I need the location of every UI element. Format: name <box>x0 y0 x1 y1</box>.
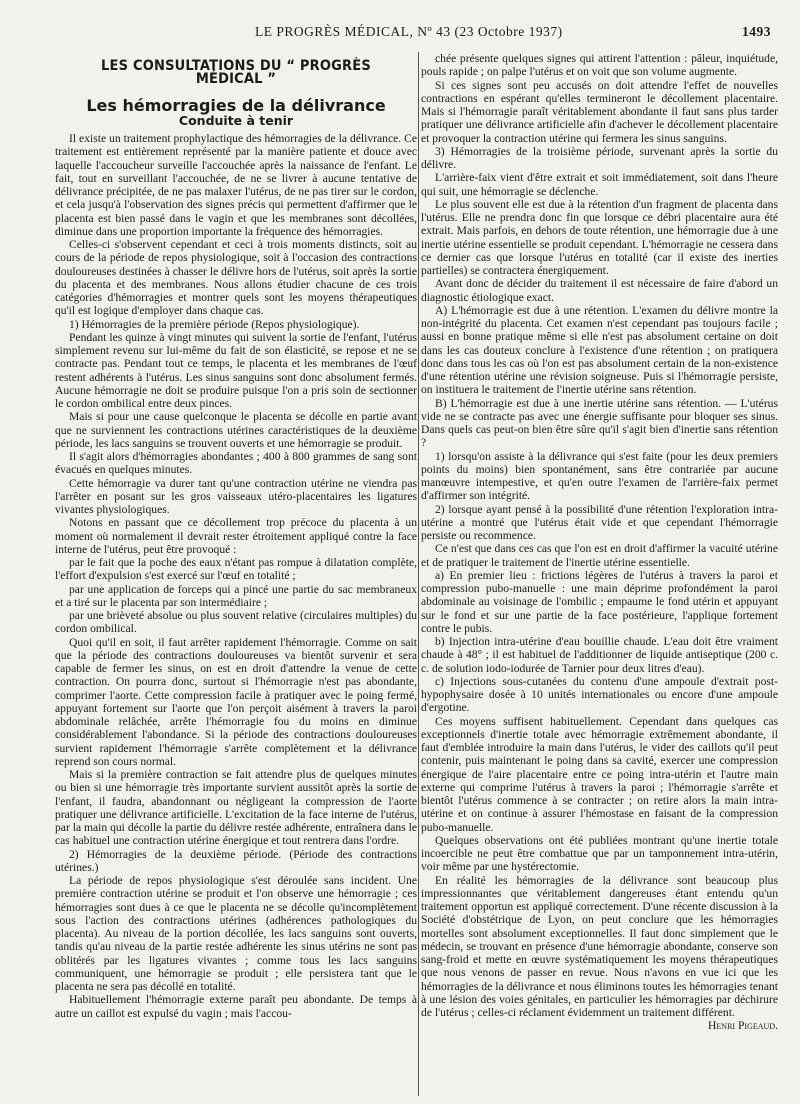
paragraph: a) En premier lieu : frictions légères de l'utérus à travers la paroi et compression pubo-manuelle : une main déprime profondément la paroi abdominale au voisinage de l'ombilic ; empaume le fond utérin et appuyant sur le fond et sur une partie de la face postérieure, l'applique fortement contre le pubis. <box>421 568 778 635</box>
paragraph: L'arrière-faix vient d'être extrait et soit immédiatement, soit dans l'heure qui suit, une hémorragie se déclenche. <box>421 171 778 198</box>
paragraph: par une brièveté absolue ou plus souvent relative (circulaires multiples) du cordon ombilical. <box>55 609 417 636</box>
paragraph: Pendant les quinze à vingt minutes qui suivent la sortie de l'enfant, l'utérus simplement revenu sur lui-même du fait de son élasticité, se repose et ne se contracte pas. Pendant tout ce temps, le placenta et les membranes de l'œuf restent adhérents à l'utérus. Les sinus sanguins sont donc absolument fermés. Aucune hémorragie ne doit se produire puisque l'on a pris soin de sectionner le cordon ombilical entre deux pinces. <box>55 330 417 410</box>
paragraph: par une application de forceps qui a pincé une partie du sac membraneux et a tiré sur le placenta par son intermédiaire ; <box>55 582 417 609</box>
paragraph: c) Injections sous-cutanées du contenu d'une ampoule d'extrait post-hypophysaire dosée à 10 unités internationales ou encore d'une ampoule d'ergotine. <box>421 674 778 715</box>
column-divider <box>418 52 419 1096</box>
paragraph: Mais si la première contraction se fait attendre plus de quelques minutes ou bien si une hémorragie très importante survient aussitôt après la sortie de l'enfant, il faudra, abandonnant ou négligeant la compression de l'aorte pratiquer une délivrance artificielle. L'excitation de la face interne de l'utérus, par la main qui décolle la partie du délivre restée adhérente, entraînera dans le cas habituel une contraction utérine énergique et tout rentrera dans l'ordre. <box>55 768 417 848</box>
paragraph: Quelques observations ont été publiées montrant qu'une inertie totale incoercible ne peut être combattue que par un tamponnement intra-utérin, voir même par une hystérectomie. <box>421 833 778 874</box>
journal-running-title: LE PROGRÈS MÉDICAL, Nº 43 (23 Octobre 1937) <box>255 24 563 39</box>
author-signature: Henri Pigeaud. <box>708 1019 778 1033</box>
paragraph: 2) Hémorragies de la deuxième période. (Période des contractions utérines.) <box>55 847 417 874</box>
paragraph: par le fait que la poche des eaux n'étant pas rompue à dilatation complète, l'effort d'expulsion s'est exercé sur l'œuf en totalité ; <box>55 556 417 583</box>
paragraph: 1) Hémorragies de la première période (Repos physiologique). <box>69 317 360 331</box>
paragraph: B) L'hémorragie est due à une inertie utérine sans rétention. — L'utérus vide ne se contracte pas avec une énergie suffisante pour bloquer ses sinus. Dans quels cas peut-on bien être sûre qu'il s'agit bien d'inertie sans rétention ? <box>421 396 778 450</box>
paragraph: 2) lorsque ayant pensé à la possibilité d'une rétention l'exploration intra-utérine a montré que l'utérus était vide et que cependant l'hémorragie persiste ou recommence. <box>421 502 778 542</box>
paragraph: La période de repos physiologique s'est déroulée sans incident. Une première contraction utérine se produit et l'on observe une hémorragie ; ces hémorragies sont dues à ce que le placenta ne se décolle qu'incomplètement sous l'action des contractions utérines (adhérences pathologiques du placenta). Au niveau de la portion décollée, les lacs sanguins sont ouverts, tandis qu'au niveau de la partie restée adhérente les sinus utérins ne sont pas oblitérés par les ligatures vivantes ; comme tous les lacs sanguins communiquent, une hémorragie se produit ; elle persistera tant que le placenta ne sera pas décollé en totalité. <box>55 874 417 993</box>
paragraph: Celles-ci s'observent cependant et ceci à trois moments distincts, soit au cours de la période de repos physiologique, soit à l'occasion des contractions douloureuses destinées à chasser le délivre hors de l'utérus, soit après la sortie du placenta et des membranes. Nous allons étudier chacune de ces trois catégories d'hémorragies et montrer quels sont les moyens thérapeutiques qu'il est logique d'employer dans chaque cas. <box>55 238 417 318</box>
paragraph: Il existe un traitement prophylactique des hémorragies de la délivrance. Ce traitement est entièrement représenté par la manière patiente et douce avec laquelle l'accoucheur surveille l'accouchée après la naissance de l'enfant. Le fait, tout en surveillant l'accouchée, de ne se livrer à aucune tentative de délivrance précipitée, de ne pas malaxer l'utérus, de ne pas tirer sur le cordon, et cela jusqu'à l'observation des signes précis qui permettent d'affirmer que le placenta est bien passé dans le vagin et que les membranes sont décollées, diminue dans une proportion importante la fréquence des hémorragies. <box>55 132 417 238</box>
paragraph: Il s'agit alors d'hémorragies abondantes ; 400 à 800 grammes de sang sont évacués en quelques minutes. <box>55 450 417 477</box>
article-title: Les hémorragies de la délivrance <box>86 95 386 115</box>
paragraph: En réalité les hémorragies de la délivrance sont beaucoup plus impressionnantes que véritablement dangereuses étant entendu qu'un traitement opportun est appliqué correctement. D'une récente discussion à la Société d'obstétrique de Lyon, on peut conclure que les hémorragies mortelles sont absolument exceptionnelles. Il faut donc simplement que le médecin, se trouvant en présence d'une hémorragie abondante, conserve son sang-froid et mette en œuvre systématiquement les moyens thérapeutiques que nous venons de passer en revue. Nous n'avons en vue ici que les hémorragies de la délivrance et nous éliminons toutes les hémorragies tenant à une lésion des voies génitales, en particulier les hémorragies par déchirure de l'utérus ; celles-ci réclament évidemment un traitement différent. <box>421 873 778 1019</box>
article-subtitle: Conduite à tenir <box>178 112 294 128</box>
paragraph: Quoi qu'il en soit, il faut arrêter rapidement l'hémorragie. Comme on sait que la période des contractions douloureuses va bientôt survenir et sera capable de fermer les sinus, on est en droit d'attendre la venue de cette contraction. On pourra donc, surtout si l'hémorragie n'est pas abondante, comprimer l'aorte. Cette compression facile à pratiquer avec le poing fermé, appuyant fortement sur l'aorte que l'on perçoit aisément à travers la paroi abdominale relâchée, arrête l'hémorragie fou du moins en diminue considérablement l'abondance. Si la période des contractions douloureuses survient rapidement l'hémorragie s'arrête complètement et la délivrance reprend son cours normal. <box>55 635 417 768</box>
paragraph: 1) lorsqu'on assiste à la délivrance qui s'est faite (pour les deux premiers points du moins) bien spontanément, sans être contrariée par aucune manœuvre intempestive, et qu'en outre l'examen de l'arrière-faix permet d'affirmer son intégrité. <box>421 449 778 503</box>
left-column-body <box>55 132 417 1020</box>
right-column <box>421 52 778 1096</box>
page-header <box>0 24 800 48</box>
paragraph: Le plus souvent elle est due à la rétention d'un fragment de placenta dans l'utérus. Elle ne prendra donc fin que lorsque ce débri placentaire aura été extrait. Mais parfois, en dehors de toute rétention, une hémorragie due à une inertie utérine essentielle se produit cependant. L'hémorragie ne cessera dans ce dernier cas que lorsque l'utérus en totalité (car il existe des inerties partielles) se contractera énergiquement. <box>421 197 778 277</box>
section-title: LES CONSULTATIONS DU “ PROGRÈS MÉDICAL ” <box>101 58 371 88</box>
paragraph: Habituellement l'hémorragie externe paraît peu abondante. De temps à autre un caillot est expulsé du vagin ; mais l'accou- <box>55 993 417 1020</box>
paragraph: A) L'hémorragie est due à une rétention. L'examen du délivre montre la non-intégrité du placenta. Cet examen n'est cependant pas toujours facile ; aussi en bonne pratique même si elle n'est pas absolument certaine on doit dans les cas douteux conclure à l'existence d'une rétention ; on pratiquera donc dans tous les cas où l'on est pas absolument certain de la non-existence d'une rétention utérine une révision soigneuse. Puis si l'hémorragie persiste, on instituera le traitement de l'inertie utérine sans rétention. <box>421 303 778 397</box>
page-number: 1493 <box>742 24 771 39</box>
paragraph: 3) Hémorragies de la troisième période, survenant après la sortie du délivre. <box>421 144 778 171</box>
left-column <box>55 52 417 1104</box>
paragraph: Avant donc de décider du traitement il est nécessaire de faire d'abord un diagnostic étiologique exact. <box>421 277 778 304</box>
paragraph: Notons en passant que ce décollement trop précoce du placenta à un moment où normalement il devrait rester étroitement appliqué contre la face interne de l'utérus, peut être provoqué : <box>55 516 417 556</box>
paragraph: Ces moyens suffisent habituellement. Cependant dans quelques cas exceptionnels d'inertie totale avec hémorragie extrêmement abondante, il faut d'emblée introduire la main dans l'utérus, le vider des caillots qu'il peut contenir, puis maintenant le poing dans sa cavité, exercer une compression énergique de l'aire placentaire entre ce poing intra-utérin et l'autre main externe qui comprime l'utérus à travers la paroi ; l'hémorragie s'arrête et bientôt l'utérus commence à se contracter ; on retire alors la main intra-utérine et on continue à assurer l'hémostase en faisant de la compression pubo-manuelle. <box>421 714 778 834</box>
paragraph: Cette hémorragie va durer tant qu'une contraction utérine ne viendra pas l'arrêter en posant sur les gros vaisseaux utéro-placentaires les ligatures vivantes physiologiques. <box>55 476 417 516</box>
paragraph: chée présente quelques signes qui attirent l'attention : pâleur, inquiétude, pouls rapide ; on palpe l'utérus et on voit que son volume augmente. <box>421 52 778 79</box>
paragraph: Mais si pour une cause quelconque le placenta se décolle en partie avant que ne surviennent les contractions utérines caractéristiques de la deuxième période, les lacs sanguins se trouvent ouverts et une hémorragie se produit. <box>55 410 417 450</box>
right-column-body <box>421 52 778 1019</box>
paragraph: Ce n'est que dans ces cas que l'on est en droit d'affirmer la vacuité utérine et de pratiquer le traitement de l'inertie utérine essentielle. <box>421 542 778 569</box>
paragraph: b) Injection intra-utérine d'eau bouillie chaude. L'eau doit être vraiment chaude à 48° ; il est habituel de l'additionner de liquide antiseptique (200 c. c. de solution iodo-iodurée de Tarnier pour deux litres d'eau). <box>421 635 778 675</box>
paragraph: Si ces signes sont peu accusés on doit attendre l'effet de nouvelles contractions en espérant qu'elles termineront le décollement placentaire. Mais si l'hémorragie paraît véritablement abondante il faut sans plus tarder pratiquer une délivrance artificielle afin d'achever le décollement placentaire et provoquer la contraction utérine qui fermera les sinus sanguins. <box>421 78 778 145</box>
